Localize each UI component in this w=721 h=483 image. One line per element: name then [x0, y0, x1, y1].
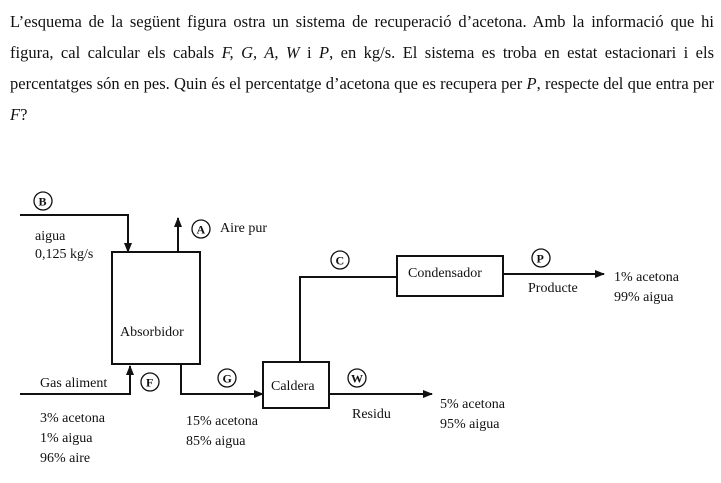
- stream-p-comp1: 1% acetona: [614, 270, 679, 285]
- problem-var-3: P: [526, 74, 537, 93]
- condenser-label: Condensador: [408, 266, 482, 281]
- stream-f-comp3: 96% aire: [40, 451, 91, 466]
- stream-p-tag: P: [536, 251, 544, 266]
- stream-a-tag: A: [196, 222, 206, 237]
- stream-w-comp1: 5% acetona: [440, 397, 505, 412]
- stream-p-comp2: 99% aigua: [614, 290, 674, 305]
- problem-text-3: , en kg/s. El sistema es troba en estat estacionari i els percentatges són en pes. Quin és el percentatge d’acetona que es recupera per: [10, 43, 714, 93]
- problem-text-5: ?: [20, 105, 28, 124]
- stream-f-tag: F: [146, 375, 154, 390]
- stream-w-comp2: 95% aigua: [440, 417, 500, 432]
- stream-b-name: aigua: [35, 229, 66, 244]
- stream-f-name: Gas aliment: [40, 376, 108, 391]
- boiler-label: Caldera: [271, 379, 315, 394]
- problem-var-1: F, G, A, W: [221, 43, 300, 62]
- stream-c-tag: C: [335, 253, 345, 268]
- problem-text-1: L’esquema de la següent figura ostra un sistema de recuperació d’acetona. Amb la informació que hi figura, cal calcular els cabals: [10, 12, 714, 62]
- stream-g-tag: G: [222, 371, 232, 386]
- stream-g-comp1: 15% acetona: [186, 414, 258, 429]
- problem-var-4: F: [10, 105, 21, 124]
- absorber-label: Absorbidor: [120, 325, 184, 340]
- stream-c-line: [300, 277, 397, 362]
- stream-w-tag: W: [351, 371, 363, 386]
- stream-f-comp1: 3% acetona: [40, 411, 105, 426]
- stream-g-comp2: 85% aigua: [186, 434, 246, 449]
- absorber-unit: [112, 252, 200, 364]
- stream-w-name: Residu: [352, 407, 391, 422]
- stream-b-tag: B: [38, 194, 47, 209]
- stream-p-name: Producte: [528, 281, 578, 296]
- problem-text-4: , respecte del que entra per: [536, 74, 714, 93]
- problem-text-2: i: [299, 43, 320, 62]
- problem-var-2: P: [319, 43, 330, 62]
- stream-a-name: Aire pur: [220, 221, 268, 236]
- stream-b-flow: 0,125 kg/s: [35, 247, 94, 262]
- stream-f-comp2: 1% aigua: [40, 431, 93, 446]
